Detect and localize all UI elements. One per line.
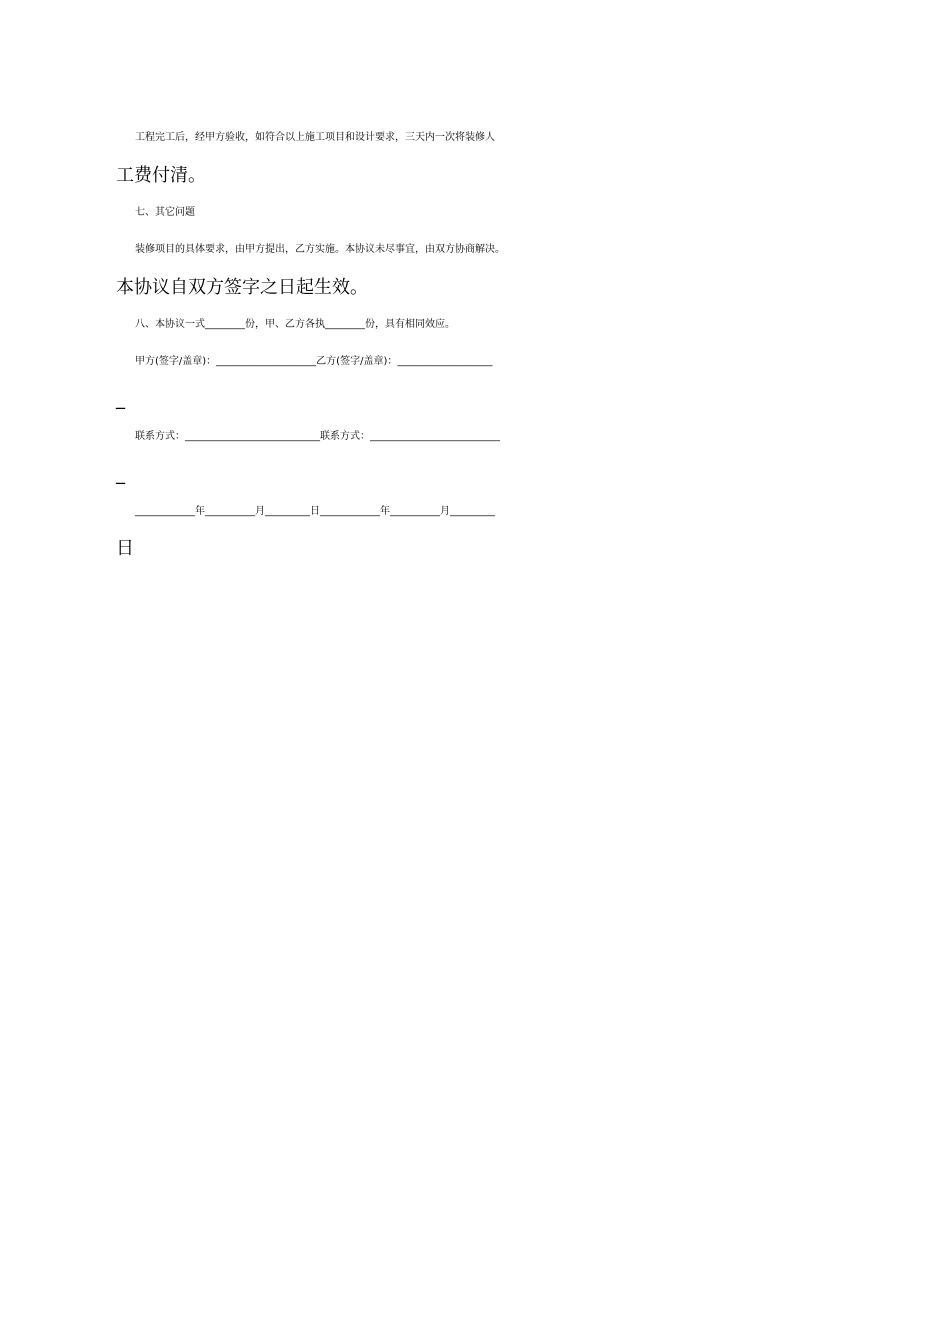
section-heading-other-issues: 七、其它问题 — [135, 207, 195, 218]
paragraph-other-issues-cont: 本协议自双方签字之日起生效。 — [116, 277, 368, 298]
date-line: ____________年__________月_________日____________年__________月_________ — [135, 506, 495, 517]
paragraph-completion-payment-cont: 工费付清。 — [116, 165, 206, 186]
signature-line-overflow: _ — [116, 389, 125, 410]
section-copies: 八、本协议一式________份，甲、乙方各执________份，具有相同效应。 — [135, 319, 455, 330]
contact-line-overflow: _ — [116, 464, 125, 485]
signature-line: 甲方(签字/盖章)：____________________乙方(签字/盖章)：___________________ — [135, 356, 493, 367]
paragraph-other-issues: 装修项目的具体要求，由甲方提出，乙方实施。本协议未尽事宜，由双方协商解决。 — [135, 244, 505, 255]
date-line-overflow: 日 — [116, 538, 134, 559]
contact-line: 联系方式：___________________________联系方式：__________________________ — [135, 431, 500, 442]
paragraph-completion-payment: 工程完工后，经甲方验收，如符合以上施工项目和设计要求，三天内一次将装修人 — [135, 132, 495, 143]
